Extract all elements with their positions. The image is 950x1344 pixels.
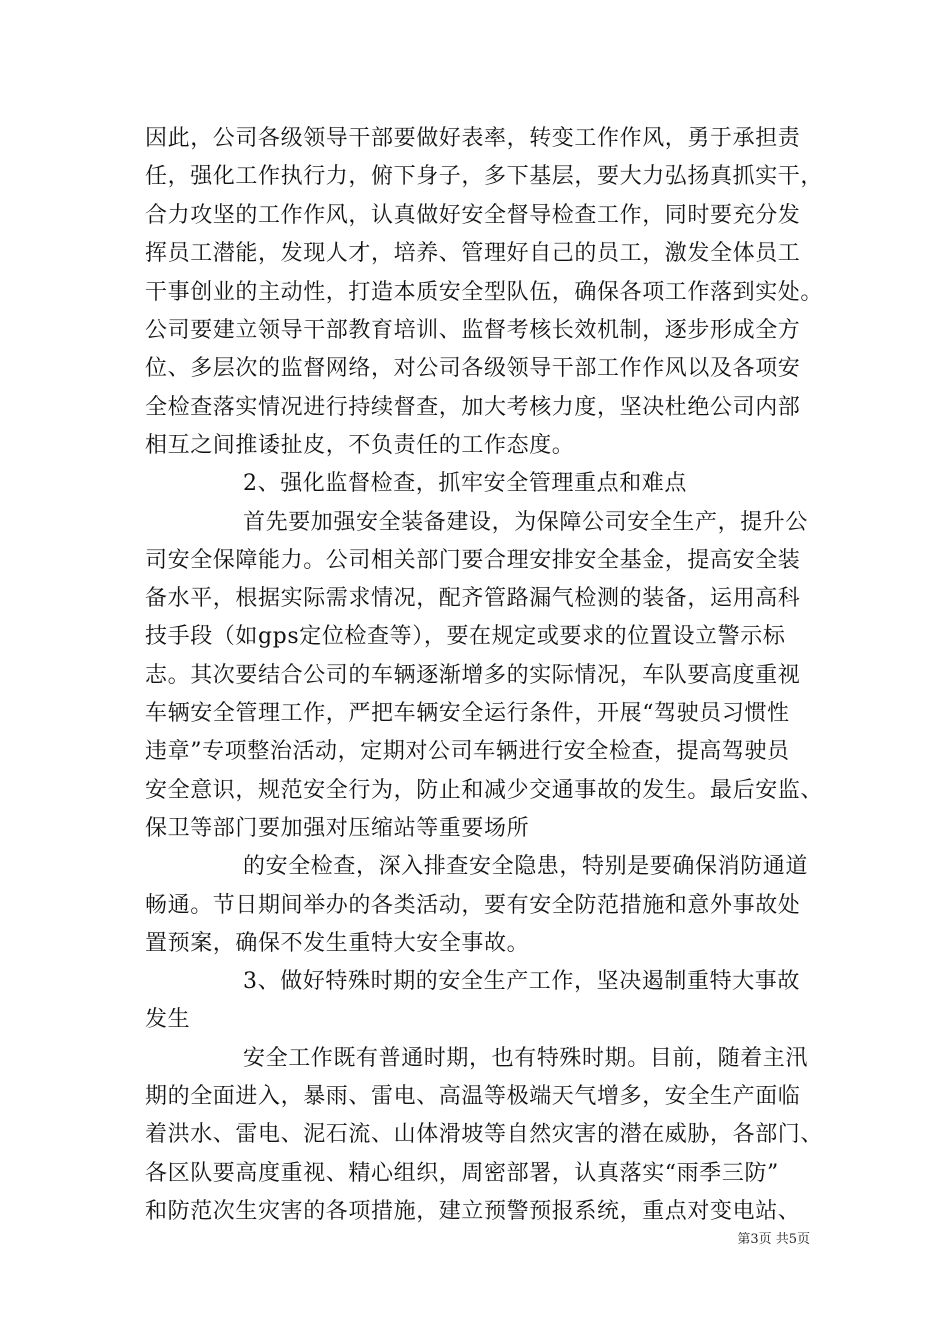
text-line: 干事创业的主动性，打造本质安全型队伍，确保各项工作落到实处。 [145,280,824,305]
section-heading-3: 3、做好特殊时期的安全生产工作，坚决遏制重特大事故 [243,969,800,994]
section-heading-3-continued: 发生 [145,1007,191,1032]
text-line: 违章”专项整治活动，定期对公司车辆进行安全检查，提高驾驶员 [145,739,790,764]
text-line: 各区队要高度重视、精心组织，周密部署，认真落实“雨季三防” [145,1161,779,1186]
text-line: 着洪水、雷电、泥石流、山体滑坡等自然灾害的潜在威胁，各部门、 [145,1122,824,1147]
text-line: 期的全面进入，暴雨、雷电、高温等极端天气增多，安全生产面临 [145,1084,801,1109]
text-line: 位、多层次的监督网络，对公司各级领导干部工作作风以及各项安 [145,356,801,381]
text-line: 畅通。节日期间举办的各类活动，要有安全防范措施和意外事故处 [145,893,801,918]
section-heading-2: 2、强化监督检查，抓牢安全管理重点和难点 [243,471,687,496]
text-line: 安全工作既有普通时期，也有特殊时期。目前，随着主汛 [243,1046,809,1071]
text-line: 合力攻坚的工作作风，认真做好安全督导检查工作，同时要充分发 [145,203,801,228]
text-line: 相互之间推诿扯皮，不负责任的工作态度。 [145,433,575,458]
text-line: 和防范次生灾害的各项措施，建立预警预报系统，重点对变电站、 [145,1199,801,1224]
text-line: 备水平，根据实际需求情况，配齐管路漏气检测的装备，运用高科 [145,586,801,611]
text-line: 志。其次要结合公司的车辆逐渐增多的实际情况，车队要高度重视 [145,663,801,688]
text-line: 车辆安全管理工作，严把车辆安全运行条件，开展“驾驶员习惯性 [145,701,790,726]
text-line: 技手段（如gps定位检查等），要在规定或要求的位置设立警示标 [145,624,786,649]
text-line: 的安全检查，深入排查安全隐患，特别是要确保消防通道 [243,854,809,879]
text-line: 首先要加强安全装备建设，为保障公司安全生产，提升公 [243,510,809,535]
text-line: 挥员工潜能，发现人才，培养、管理好自己的员工，激发全体员工 [145,241,801,266]
text-line: 公司要建立领导干部教育培训、监督考核长效机制，逐步形成全方 [145,318,801,343]
text-line: 全检查落实情况进行持续督查，加大考核力度，坚决杜绝公司内部 [145,395,801,420]
text-line: 因此，公司各级领导干部要做好表率，转变工作作风，勇于承担责 [145,126,801,151]
text-line: 安全意识，规范安全行为，防止和减少交通事故的发生。最后安监、 [145,778,824,803]
page-number: 第3页 共5页 [737,1232,810,1247]
text-line: 置预案，确保不发生重特大安全事故。 [145,931,530,956]
text-line: 司安全保障能力。公司相关部门要合理安排安全基金，提高安全装 [145,548,801,573]
text-line: 任，强化工作执行力，俯下身子，多下基层，要大力弘扬真抓实干， [145,164,824,189]
text-line: 保卫等部门要加强对压缩站等重要场所 [145,816,530,841]
